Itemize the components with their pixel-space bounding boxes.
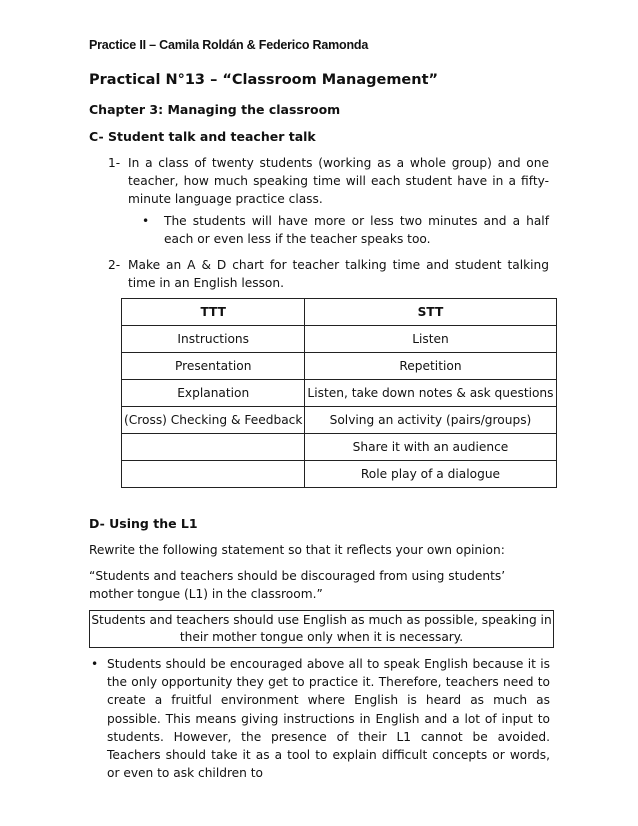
question-1-text: In a class of twenty students (working as a whole group) and one teacher, how much speaking time will each student have in a fifty-minute language practice class.	[128, 156, 549, 206]
table-row	[122, 380, 557, 407]
table-cell: Listen	[305, 326, 556, 353]
bullet-icon: •	[91, 657, 99, 671]
table-row	[122, 407, 557, 434]
question-2	[108, 256, 549, 292]
table-cell: Repetition	[305, 353, 556, 380]
table-row	[122, 326, 557, 353]
table-cell	[122, 461, 305, 488]
table-cell: (Cross) Checking & Feedback	[122, 407, 305, 434]
ad-chart-table	[121, 298, 557, 488]
table-header-ttt: TTT	[122, 299, 305, 326]
page-title: Practical N°13 – “Classroom Management”	[89, 72, 439, 88]
table-cell: Presentation	[122, 353, 305, 380]
question-1-number: 1-	[108, 156, 121, 170]
answer-1-text: The students will have more or less two minutes and a half each or even less if the teacher speaks too.	[164, 214, 549, 246]
table-header-row	[122, 299, 557, 326]
table-cell: Instructions	[122, 326, 305, 353]
table-row	[122, 461, 557, 488]
table-header-stt: STT	[305, 299, 556, 326]
table-cell: Role play of a dialogue	[305, 461, 556, 488]
table-row	[122, 434, 557, 461]
section-d-heading: D- Using the L1	[89, 516, 198, 531]
bullet-icon: •	[142, 214, 150, 228]
running-header: Practice II – Camila Roldán & Federico Ramonda	[89, 38, 369, 52]
question-1	[108, 154, 549, 208]
chapter-heading: Chapter 3: Managing the classroom	[89, 102, 341, 117]
table-cell	[122, 434, 305, 461]
question-2-text: Make an A & D chart for teacher talking time and student talking time in an English lesson.	[128, 258, 549, 290]
table-cell: Listen, take down notes & ask questions	[305, 380, 556, 407]
opinion-text: Students should be encouraged above all to speak English because it is the only opportunity they get to practice it. Therefore, teachers need to create a fruitful environment where English is heard as much as possible. This means giving instructions in English and a lot of input to students. However, the presence of their L1 cannot be avoided. Teachers should take it as a tool to explain difficult concepts or words, or even to ask children to	[107, 657, 550, 781]
table-cell: Share it with an audience	[305, 434, 556, 461]
section-c-heading: C- Student talk and teacher talk	[89, 129, 316, 144]
rewritten-statement-box: Students and teachers should use English as much as possible, speaking in their mother tongue only when it is necessary.	[89, 610, 554, 648]
instruction-text: Rewrite the following statement so that it reflects your own opinion:	[89, 543, 505, 557]
question-2-number: 2-	[108, 258, 121, 272]
table-cell: Explanation	[122, 380, 305, 407]
table-row	[122, 353, 557, 380]
statement-quote: “Students and teachers should be discouraged from using students’ mother tongue (L1) in the classroom.”	[89, 569, 506, 601]
table-cell: Solving an activity (pairs/groups)	[305, 407, 556, 434]
